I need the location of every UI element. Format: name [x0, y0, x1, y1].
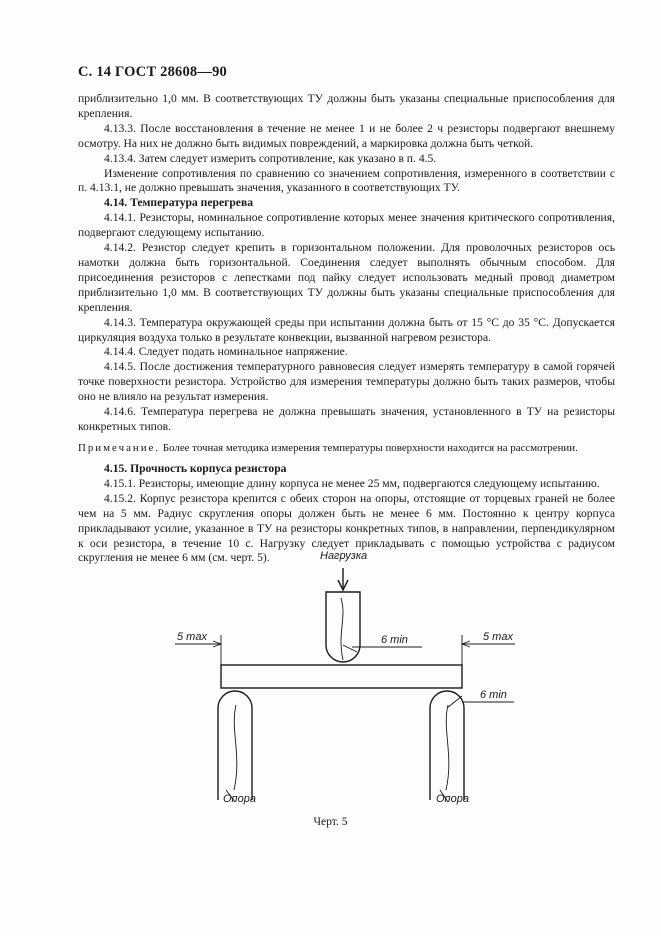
paragraph: 4.14.4. Следует подать номинальное напряжение.	[104, 345, 348, 359]
paragraph: Изменение сопротивления по сравнению со значением сопротивления, измеренного в соответствии с п. 4.13.1, не должно превышать значения, указанного в соответствующих ТУ.	[78, 166, 615, 195]
figure-5	[0, 540, 661, 840]
paragraph: приблизительно 1,0 мм. В соответствующих ТУ должны быть указаны специальные приспособления для крепления.	[78, 92, 615, 120]
resistor-body	[221, 665, 462, 688]
load-rod	[326, 592, 360, 662]
top-radius-leader	[343, 645, 357, 652]
section-heading: 4.14. Температура перегрева	[104, 196, 254, 210]
support-radius-leader	[447, 696, 462, 708]
document-body	[78, 92, 615, 566]
right-support-break	[446, 705, 449, 790]
note	[78, 441, 615, 455]
section-heading: 4.15. Прочность корпуса резистора	[104, 462, 287, 476]
load-rod-break	[341, 598, 343, 660]
left-support-label: Опора	[223, 793, 256, 805]
figure-caption: Черт. 5	[313, 815, 348, 828]
paragraph: 4.14.6. Температура перегрева не должна превышать значения, установленного в ТУ на резисторы конкретных типов.	[78, 405, 615, 433]
note-text: Более точная методика измерения температуры поверхности находится на рассмотрении.	[162, 441, 578, 454]
left-support-break	[234, 705, 237, 790]
right-support-label: Опора	[436, 793, 469, 805]
figure-drawing	[0, 540, 661, 840]
paragraph: 4.13.3. После восстановления в течение не менее 1 и не более 2 ч резисторы подвергают внешнему осмотру. На них не должно быть видимых повреждений, а маркировка должна быть четкой.	[78, 121, 615, 150]
paragraph: 4.15.1. Резисторы, имеющие длину корпуса не менее 25 мм, подвергаются следующему испытанию.	[104, 476, 600, 490]
note-label: Примечание.	[78, 441, 161, 454]
right-gap-label: 5 max	[483, 631, 513, 643]
paragraph: 4.14.5. После достижения температурного равновесия следует измерять температуру в самой горячей точке поверхности резистора. Устройство для измерения температуры должно быть таких размеров, чтобы оно не влияло на результат измерения.	[78, 360, 615, 404]
support-radius-label: 6 min	[480, 689, 507, 701]
paragraph: 4.15.2. Корпус резистора крепится с обеих сторон на опоры, отстоящие от торцевых граней не более чем на 5 мм. Радиус скругления опоры должен быть не менее 6 мм. Постоянно к центру корпуса прикладывают усилие, указанное в ТУ на резисторы конкретных типов, в направлении, перпендикулярном к оси резистора, в течение 10 с. Нагрузку следует прикладывать с помощью устройства с радиусом скругления не менее 6 мм (см. черт. 5).	[78, 491, 615, 565]
paragraph: 4.14.2. Резистор следует крепить в горизонтальном положении. Для проволочных резисторов ось намотки должна быть горизонтальной. Соединения следует выполнять обычным способом. Для присоединения резисторов с лепестками под пайку следует использовать медный провод диаметром приблизительно 1,0 мм. В соответствующих ТУ должны быть указаны специальные приспособления для крепления.	[78, 241, 615, 314]
paragraph: 4.13.4. Затем следует измерить сопротивление, как указано в п. 4.5.	[104, 151, 437, 165]
paragraph: 4.14.3. Температура окружающей среды при испытании должна быть от 15 °С до 35 °С. Допускается циркуляция воздуха только в результате конвекции, вызванной нагревом резистора.	[78, 315, 615, 344]
load-label: Нагрузка	[320, 550, 368, 562]
paragraph: 4.14.1. Резисторы, номинальное сопротивление которых менее значения критического сопротивления, подвергают следующему испытанию.	[78, 211, 615, 240]
left-gap-label: 5 max	[177, 631, 207, 643]
page-header: С. 14 ГОСТ 28608—90	[78, 64, 227, 80]
top-radius-label: 6 min	[381, 634, 408, 646]
